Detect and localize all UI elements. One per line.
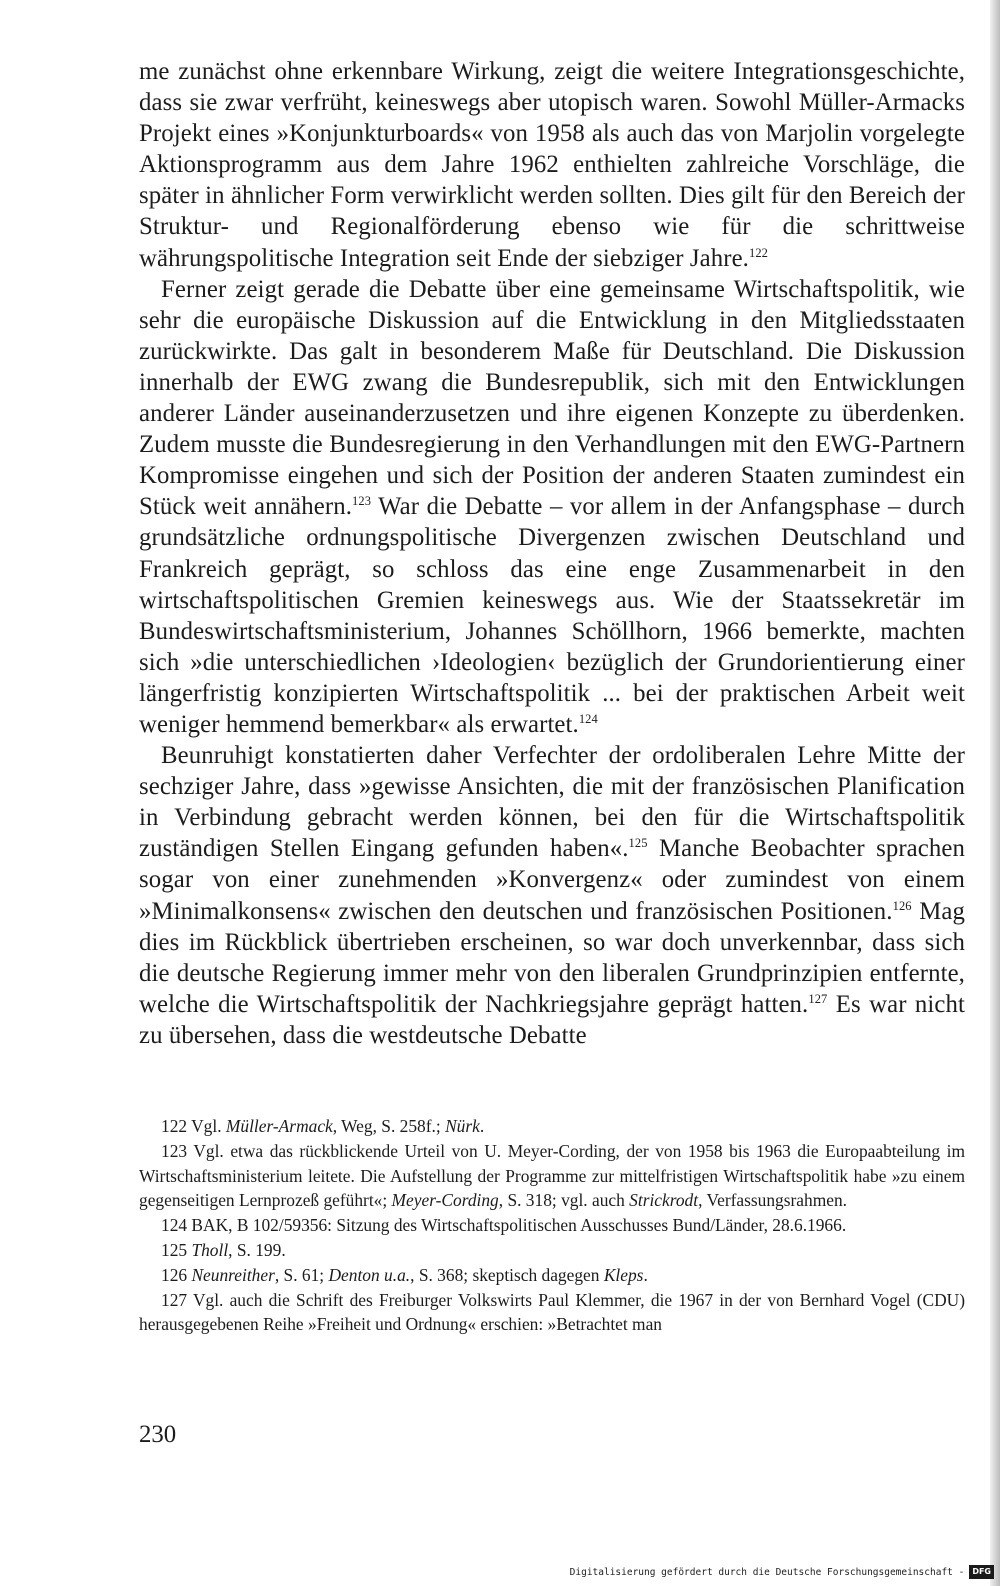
footnote-ref: 124: [578, 711, 598, 726]
text-run: , Verfassungsrahmen.: [698, 1190, 848, 1211]
text-run: Es war nicht zu übersehen, dass die westdeutsche Debatte: [139, 990, 965, 1049]
text-run: Mag dies im Rückblick übertrieben erscheinen, so war doch unverkennbar, dass sich die deutsche Regierung immer mehr von den liberalen Grundprinzipien entfernte, welche die Wirtschaftspolitik der Nachkriegsjahre geprägt hatten.: [139, 897, 965, 1018]
italic-author-name: Kleps: [603, 1264, 644, 1285]
text-run: , S. 318; vgl. auch: [498, 1190, 630, 1211]
footnotes: [139, 1114, 965, 1337]
text-run: , S. 199.: [228, 1239, 286, 1260]
footnote: [139, 1139, 965, 1213]
text-run: War die Debatte – vor allem in der Anfangsphase – durch grundsätzliche ordnungspolitische Divergenzen zwischen Deutschland und Frankreich geprägt, so schloss das eine enge Zusammenarbeit in den wirtschaftspolitischen Gremien keineswegs aus. Wie der Staatssekretär im Bundeswirtschaftsministerium, Johannes Schöllhorn, 1966 bemerkte, machten sich »die unterschiedlichen ›Ideologien‹ bezüglich der Grundorientierung einer längerfristig konzipierten Wirtschaftspolitik ... bei der praktischen Arbeit weit weniger hemmend bemerkbar« als erwartet.: [139, 493, 965, 738]
text-run: Manche Beobachter sprachen sogar von einer zunehmenden »Konvergenz« oder zumindest von einem »Minimalkonsens« zwischen den deutschen und französischen Positionen.: [139, 835, 965, 925]
text-run: .: [643, 1264, 648, 1285]
text-run: 122 Vgl.: [161, 1116, 226, 1136]
body-paragraph: [139, 740, 965, 1051]
footnote-ref: 125: [628, 836, 648, 851]
footnote-ref: 127: [808, 991, 828, 1006]
footnote: [139, 1238, 965, 1263]
footnote: [139, 1114, 965, 1139]
body-paragraph: [139, 56, 965, 274]
footnote: [139, 1213, 965, 1238]
text-run: , S. 368; skeptisch dagegen: [410, 1264, 604, 1285]
footnote-ref: 123: [352, 494, 372, 509]
text-run: Beunruhigt konstatierten daher Verfechter der ordoliberalen Lehre Mitte der sechziger Jahre, dass »gewisse Ansichten, die mit der französischen Planification in Verbindung gebracht werden können, bei den für die Wirtschaftspolitik zuständigen Stellen Eingang gefunden haben«.: [139, 742, 965, 863]
italic-author-name: Meyer-Cording: [391, 1190, 499, 1211]
text-run: 125: [161, 1239, 192, 1260]
text-run: .: [479, 1116, 485, 1136]
text-run: me zunächst ohne erkennbare Wirkung, zeigt die weitere Integrationsgeschichte, dass sie zwar verfrüht, keineswegs aber utopisch waren. Sowohl Müller-Armacks Projekt eines »Konjunkturboards« von 1958 als auch das von Marjolin vorgelegte Aktionsprogramm aus dem Jahre 1962 enthielten zahlreiche Vorschläge, die später in ähnlicher Form verwirklicht werden sollten. Dies gilt für den Bereich der Struktur- und Regionalförderung ebenso wie für die schrittweise währungspolitische Integration seit Ende der siebziger Jahre.: [139, 58, 965, 272]
text-run: 126: [161, 1264, 192, 1285]
digitization-notice: Digitalisierung gefördert durch die Deutsche Forschungsgemeinschaft -: [569, 1566, 965, 1578]
italic-author-name: Neunreither: [191, 1264, 275, 1285]
text-run: 127 Vgl. auch die Schrift des Freiburger Volkswirts Paul Klemmer, die 1967 in der von Bernhard Vogel (CDU) herausgegebenen Reihe »Freiheit und Ordnung« erschien: »Betrachtet man: [139, 1289, 965, 1335]
text-run: 123 Vgl. etwa das rückblickende Urteil von U. Meyer-Cording, der von 1958 bis 1963 die Europaabteilung im Wirtschaftsministerium leitete. Die Aufstellung der Programme zur mittelfristigen Wirtschaftspolitik habe »zu einem gegenseitigen Lernprozeß geführt«;: [139, 1140, 965, 1211]
footnote: [139, 1263, 965, 1288]
digitization-footer: [570, 1564, 994, 1580]
dfg-logo: DFG: [969, 1565, 994, 1579]
text-run: 124 BAK, B 102/59356: Sitzung des Wirtschaftspolitischen Ausschusses Bund/Länder, 28.6.1966.: [161, 1215, 847, 1236]
italic-author-name: Müller-Armack: [225, 1116, 333, 1136]
footnote: [139, 1288, 965, 1338]
footnote-ref: 126: [892, 898, 912, 913]
italic-author-name: Denton u.a.: [328, 1264, 411, 1285]
text-run: , S. 61;: [274, 1264, 329, 1285]
italic-author-name: Tholl: [191, 1239, 229, 1260]
text-run: Ferner zeigt gerade die Debatte über eine gemeinsame Wirtschaftspolitik, wie sehr die europäische Diskussion auf die Entwicklung in den Mitgliedsstaaten zurückwirkte. Das galt in besonderem Maße für Deutschland. Die Diskussion innerhalb der EWG zwang die Bundesrepublik, sich mit den Entwicklungen anderer Länder auseinanderzusetzen und ihre eigenen Konzepte zu überdenken. Zudem musste die Bundesregierung in den Verhandlungen mit den EWG-Partnern Kompromisse eingehen und sich der Position der anderen Staaten zumindest ein Stück weit annähern.: [139, 275, 965, 521]
text-run: , Weg, S. 258f.;: [332, 1116, 446, 1136]
italic-author-name: Nürk: [445, 1116, 480, 1136]
main-text: [139, 56, 965, 1051]
body-paragraph: [139, 274, 965, 740]
page-edge-shadow: [990, 0, 1000, 1586]
page-number: 230: [139, 1421, 177, 1448]
footnote-ref: 122: [748, 245, 769, 260]
italic-author-name: Strickrodt: [629, 1190, 699, 1211]
